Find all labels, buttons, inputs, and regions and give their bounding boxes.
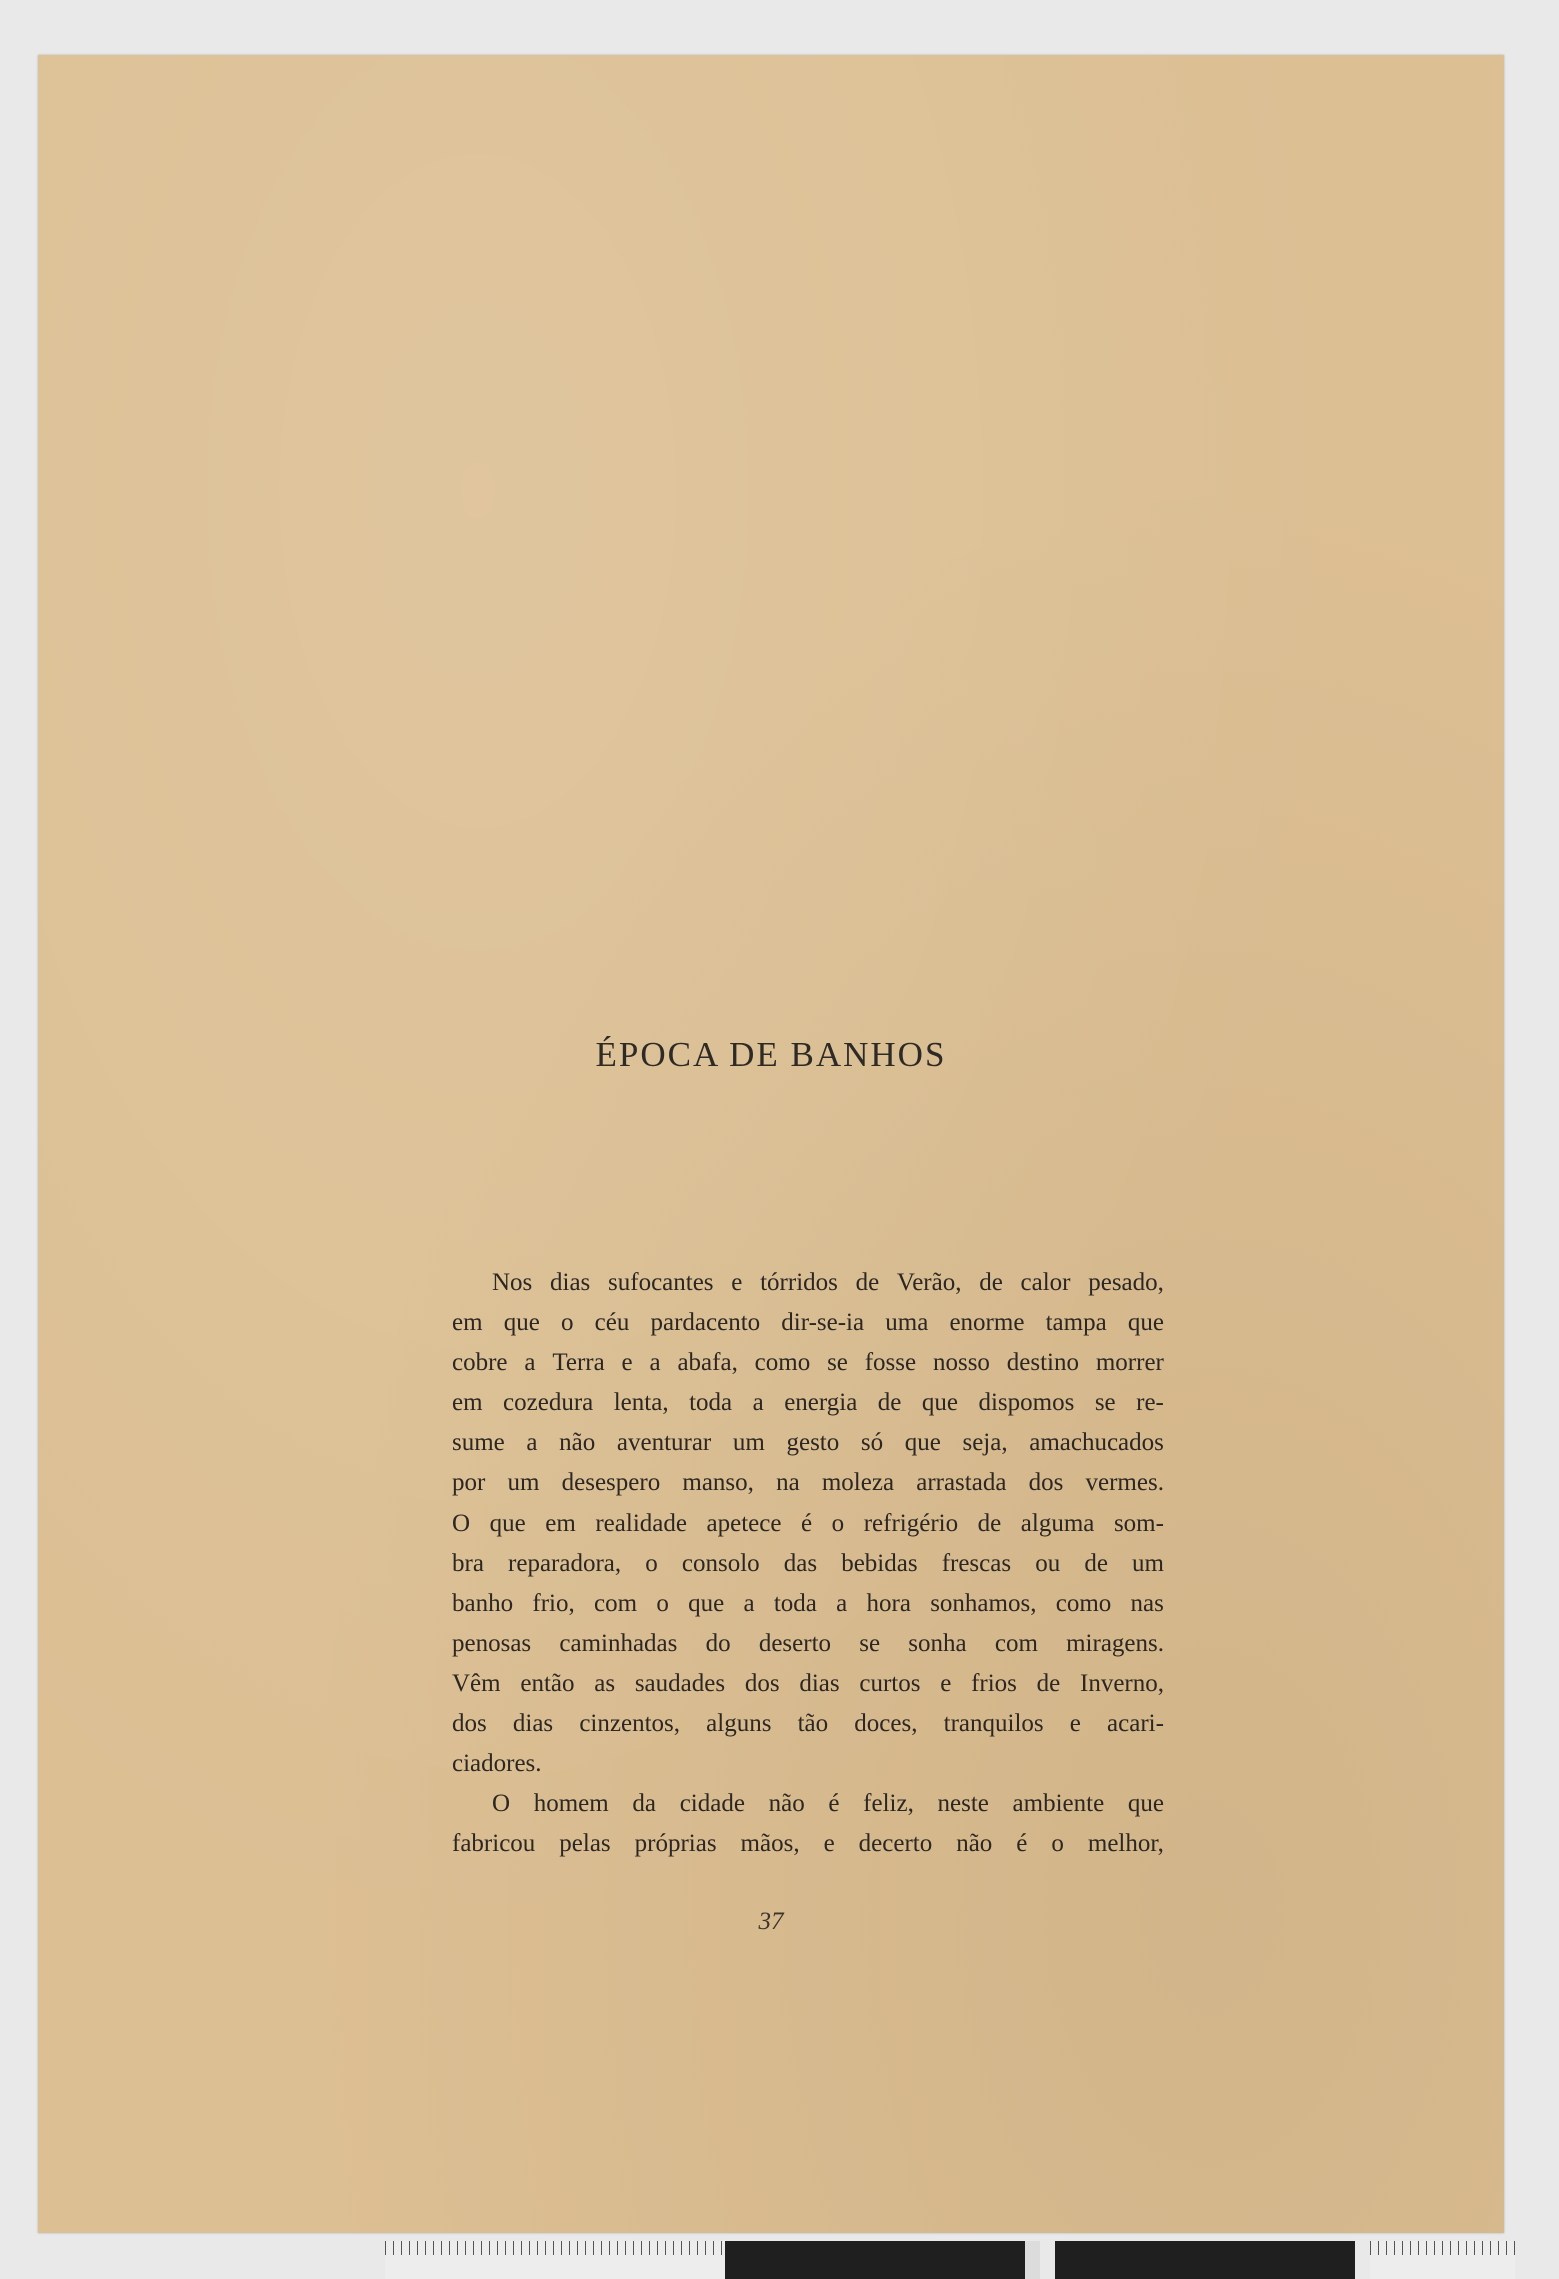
page-title: ÉPOCA DE BANHOS [595, 1035, 947, 1074]
word: cidade [679, 1790, 745, 1818]
word: dos [744, 1669, 780, 1697]
word: tampa [1045, 1309, 1107, 1337]
word: que [904, 1429, 941, 1457]
text-line [452, 1263, 1164, 1303]
word: de [977, 1509, 1002, 1537]
word: com [994, 1629, 1038, 1657]
word: Nos [492, 1269, 533, 1296]
text-line [452, 1383, 1164, 1423]
word: aventurar [616, 1429, 712, 1457]
word: dos [1028, 1469, 1064, 1497]
word: se [1094, 1389, 1116, 1417]
word: do [705, 1629, 731, 1657]
word: bra [452, 1549, 484, 1577]
word: de [1084, 1549, 1108, 1577]
word: acari- [1107, 1710, 1164, 1738]
word: Vêm [452, 1669, 501, 1697]
text-line [452, 1784, 1164, 1824]
word: dir-se-ia [781, 1309, 865, 1337]
word: o [831, 1509, 845, 1537]
word: e [1069, 1710, 1081, 1738]
word: dias [550, 1269, 591, 1296]
word: não [956, 1830, 993, 1858]
word: toda [773, 1589, 817, 1617]
text-line [452, 1584, 1164, 1624]
word: som- [1113, 1509, 1164, 1537]
word: manso, [682, 1469, 754, 1497]
word: cinzentos, [579, 1710, 680, 1738]
word: bebidas [841, 1549, 918, 1577]
word: abafa, [677, 1349, 738, 1377]
word: amachucados [1029, 1429, 1164, 1457]
word: seja, [962, 1429, 1008, 1457]
word: de [1036, 1669, 1061, 1697]
word: morrer [1095, 1349, 1164, 1377]
word: sonha [908, 1629, 967, 1657]
word: um [732, 1429, 765, 1457]
word: céu [594, 1309, 630, 1337]
word: e [621, 1349, 633, 1377]
word: que [489, 1509, 526, 1537]
word: melhor, [1087, 1830, 1164, 1858]
word: curtos [859, 1669, 921, 1697]
text-line [452, 1423, 1164, 1463]
word: a [752, 1389, 764, 1417]
word: doces, [854, 1710, 918, 1738]
word: energia [784, 1389, 858, 1417]
word: homem [533, 1790, 609, 1818]
word: banho [452, 1589, 514, 1617]
word: alguns [706, 1710, 772, 1738]
word: O [492, 1790, 511, 1818]
word: tranquilos [943, 1710, 1044, 1738]
word: que [1127, 1309, 1164, 1337]
paper-page [38, 55, 1504, 2233]
word: por [452, 1469, 486, 1497]
word: é [828, 1790, 840, 1818]
word: próprias [634, 1830, 717, 1858]
word: dias [799, 1669, 840, 1697]
word: nosso [932, 1349, 990, 1377]
word: o [560, 1309, 574, 1337]
word: frescas [941, 1549, 1012, 1577]
word: pesado, [1088, 1269, 1164, 1296]
word: como [754, 1349, 811, 1377]
word: nas [1130, 1589, 1164, 1617]
word: deserto [758, 1629, 832, 1657]
word: feliz, [863, 1790, 914, 1818]
word: as [594, 1669, 616, 1697]
word: com [594, 1589, 638, 1617]
word: saudades [634, 1669, 726, 1697]
body-text [452, 1263, 1164, 1864]
word: reparadora, [508, 1549, 622, 1577]
word: pelas [559, 1830, 611, 1858]
word: um [507, 1469, 540, 1497]
word: O [452, 1509, 471, 1537]
word: como [1055, 1589, 1112, 1617]
word: e [731, 1269, 743, 1296]
word: em [545, 1509, 576, 1537]
word: frios [971, 1669, 1017, 1697]
text-line [452, 1624, 1164, 1664]
word: de [979, 1269, 1003, 1296]
word: alguma [1020, 1509, 1095, 1537]
word: tão [797, 1710, 829, 1738]
ruler-dark-segment [725, 2241, 1025, 2279]
word: moleza [821, 1469, 895, 1497]
ruler-dark-segment [1055, 2241, 1355, 2279]
word: não [768, 1790, 805, 1818]
word: então [520, 1669, 575, 1697]
text-line [452, 1824, 1164, 1864]
word: que [1127, 1790, 1164, 1818]
word: de [855, 1269, 880, 1296]
word: fosse [864, 1349, 917, 1377]
word: cozedura [503, 1389, 594, 1417]
word: destino [1006, 1349, 1079, 1377]
word: a [649, 1349, 661, 1377]
text-line [452, 1504, 1164, 1544]
word: é [1016, 1830, 1028, 1858]
word: Inverno, [1080, 1669, 1164, 1697]
word: sonhamos, [930, 1589, 1037, 1617]
word: penosas [452, 1629, 532, 1657]
word: ambiente [1012, 1790, 1105, 1818]
word: dos [452, 1710, 487, 1738]
word: re- [1136, 1389, 1164, 1417]
word: tórridos [760, 1269, 838, 1296]
word: e [940, 1669, 952, 1697]
word: na [776, 1469, 800, 1497]
word: sufocantes [608, 1269, 714, 1296]
word: que [688, 1589, 725, 1617]
ruler-light-segment [1025, 2241, 1040, 2279]
word: caminhadas [559, 1629, 678, 1657]
word: vermes. [1085, 1469, 1164, 1497]
word: pardacento [650, 1309, 761, 1337]
word: uma [885, 1309, 929, 1337]
word: toda [689, 1389, 733, 1417]
word: a [526, 1429, 538, 1457]
word: neste [937, 1790, 989, 1818]
word: que [503, 1309, 540, 1337]
text-line [452, 1343, 1164, 1383]
word: sume [452, 1429, 505, 1457]
text-line [452, 1704, 1164, 1744]
word: miragens. [1066, 1629, 1164, 1657]
word: arrastada [916, 1469, 1007, 1497]
word: a [743, 1589, 755, 1617]
word: só [860, 1429, 884, 1457]
word: hora [866, 1589, 911, 1617]
word: o [656, 1589, 669, 1617]
word: se [859, 1629, 881, 1657]
word: em [452, 1389, 483, 1417]
word: e [823, 1830, 835, 1858]
word: refrigério [863, 1509, 959, 1537]
word: fabricou [452, 1830, 536, 1858]
word: ou [1035, 1549, 1061, 1577]
word: em [452, 1309, 483, 1337]
page-number: 37 [758, 1908, 784, 1935]
word: não [559, 1429, 596, 1457]
text-line [452, 1463, 1164, 1503]
word: realidade [595, 1509, 687, 1537]
word: mãos, [740, 1830, 800, 1858]
word: Terra [552, 1349, 605, 1377]
word: de [877, 1389, 902, 1417]
word: a [524, 1349, 536, 1377]
word: um [1132, 1549, 1164, 1577]
word: dispomos [978, 1389, 1075, 1417]
word: lenta, [613, 1389, 669, 1417]
word: o [1051, 1830, 1064, 1858]
word: gesto [786, 1429, 840, 1457]
text-line: ciadores. [452, 1750, 542, 1778]
word: cobre [452, 1349, 508, 1377]
word: da [632, 1790, 657, 1818]
word: Verão, [896, 1269, 962, 1296]
ruler-light-segment [1370, 2241, 1515, 2279]
word: dias [512, 1710, 554, 1738]
word: apetece [706, 1509, 782, 1537]
word: desespero [561, 1469, 661, 1497]
text-line [452, 1664, 1164, 1704]
word: calor [1020, 1269, 1071, 1296]
ruler-light-segment [385, 2241, 725, 2279]
text-line [452, 1544, 1164, 1584]
word: frio, [532, 1589, 575, 1617]
word: o [645, 1549, 658, 1577]
word: se [827, 1349, 848, 1377]
word: das [783, 1549, 818, 1577]
text-line [452, 1303, 1164, 1343]
word: que [921, 1389, 958, 1417]
scale-ruler [385, 2241, 1515, 2279]
word: consolo [681, 1549, 760, 1577]
word: é [801, 1509, 813, 1537]
word: enorme [949, 1309, 1025, 1337]
word: decerto [858, 1830, 933, 1858]
word: a [836, 1589, 848, 1617]
